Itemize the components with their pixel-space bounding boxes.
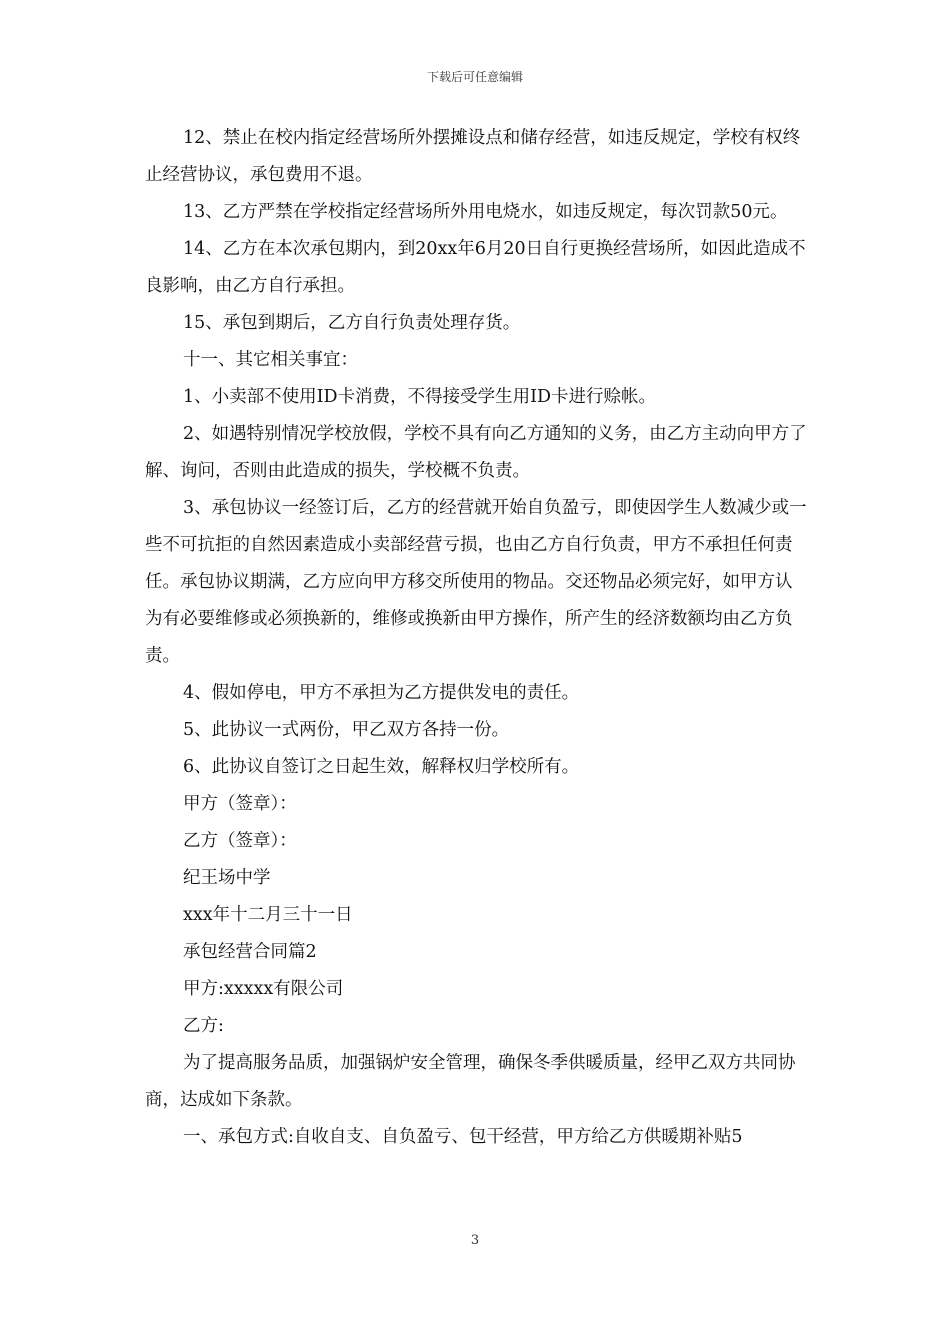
contract-clause-1: 一、承包方式:自收自支、自负盈亏、包干经营，甲方给乙方供暖期补贴5 <box>183 1127 743 1147</box>
other-item-3: 3、承包协议一经签订后，乙方的经营就开始自负盈亏，即使因学生人数减少或一些不可抗拒的自然因素造成小卖部经营亏损，也由乙方自行负责，甲方不承担任何责任。承包协议期满，乙方应向甲方移交所使用的物品。交还物品必须完好，如甲方认为有必要维修或必须换新的，维修或换新由甲方操作，所产生的经济数额均由乙方负责。 <box>145 498 807 666</box>
document-body <box>145 120 807 1156</box>
clause-12: 12、禁止在校内指定经营场所外摆摊设点和储存经营，如违反规定，学校有权终止经营协议，承包费用不退。 <box>145 128 801 185</box>
other-item-2: 2、如遇特别情况学校放假，学校不具有向乙方通知的义务，由乙方主动向甲方了解、询问，否则由此造成的损失，学校概不负责。 <box>145 424 807 481</box>
contract-party-b: 乙方: <box>183 1016 224 1036</box>
clause-15: 15、承包到期后，乙方自行负责处理存货。 <box>183 313 521 333</box>
party-b-signature: 乙方（签章）： <box>183 831 297 851</box>
contract-title: 承包经营合同篇2 <box>183 942 317 962</box>
clause-14: 14、乙方在本次承包期内，到20xx年6月20日自行更换经营场所，如因此造成不良影响，由乙方自行承担。 <box>145 239 806 296</box>
contract-party-a: 甲方:xxxxx有限公司 <box>183 979 344 999</box>
school-name: 纪王场中学 <box>183 868 271 888</box>
page-number: 3 <box>470 1233 480 1248</box>
clause-13: 13、乙方严禁在学校指定经营场所外用电烧水，如违反规定，每次罚款50元。 <box>183 202 788 222</box>
contract-preamble: 为了提高服务品质，加强锅炉安全管理，确保冬季供暖质量，经甲乙双方共同协商，达成如下条款。 <box>145 1053 796 1110</box>
other-item-6: 6、此协议自签订之日起生效，解释权归学校所有。 <box>183 757 580 777</box>
party-a-signature: 甲方（签章）： <box>183 794 297 814</box>
other-item-1: 1、小卖部不使用ID卡消费，不得接受学生用ID卡进行赊帐。 <box>183 387 657 407</box>
page-header: 下载后可任意编辑 <box>426 70 523 84</box>
signing-date: xxx年十二月三十一日 <box>183 905 353 925</box>
other-item-4: 4、假如停电，甲方不承担为乙方提供发电的责任。 <box>183 683 580 703</box>
other-item-5: 5、此协议一式两份，甲乙双方各持一份。 <box>183 720 510 740</box>
section-heading-11: 十一、其它相关事宜： <box>183 350 358 370</box>
